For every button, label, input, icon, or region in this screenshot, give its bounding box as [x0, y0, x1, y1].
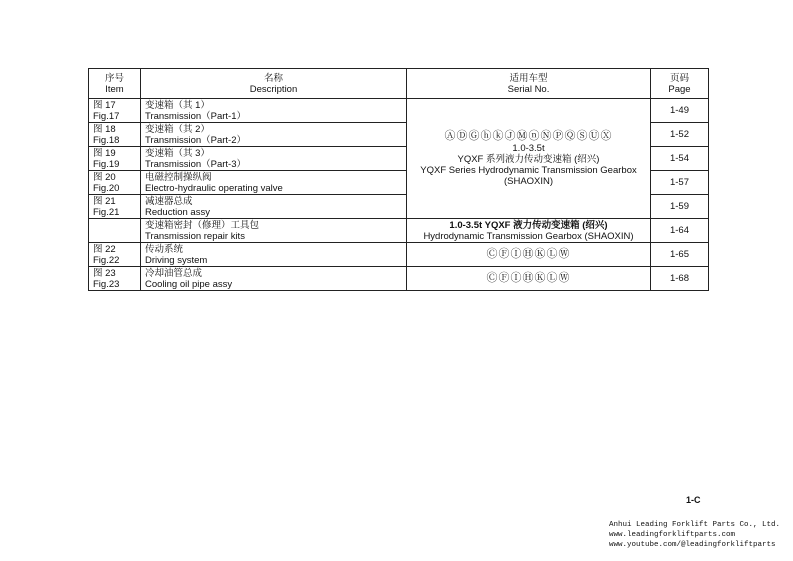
description-cn: 变速箱（其 2）: [145, 123, 210, 135]
item-cn: 图 19: [93, 147, 116, 159]
header-page: [651, 69, 709, 99]
description-cell: [141, 171, 407, 195]
item-en: Fig.21: [93, 206, 120, 218]
description-en: Transmission repair kits: [145, 230, 245, 242]
description-cell: [141, 219, 407, 243]
serial-line-en-2: (SHAOXIN): [503, 175, 554, 187]
header-item-en: Item: [105, 83, 124, 95]
page-cell: 1-54: [651, 147, 709, 171]
description-en: Cooling oil pipe assy: [145, 278, 233, 290]
page-number: 1-C: [686, 495, 701, 505]
header-page-en: Page: [668, 83, 691, 95]
description-en: Reduction assy: [145, 206, 210, 218]
header-description-en: Description: [249, 83, 298, 95]
page-cell: 1-65: [651, 243, 709, 267]
table-row: [89, 267, 709, 291]
item-cn: 图 17: [93, 99, 116, 111]
item-en: Fig.17: [93, 110, 120, 122]
serial-line-en: YQXF Series Hydrodynamic Transmission Gearbox: [420, 164, 637, 176]
description-cell: [141, 267, 407, 291]
header-item-cn: 序号: [104, 72, 124, 84]
page-cell: 1-64: [651, 219, 709, 243]
header-page-cn: 页码: [669, 72, 689, 84]
description-cn: 电磁控制操纵阀: [145, 171, 212, 183]
header-description: [141, 69, 407, 99]
item-cn: 图 22: [93, 243, 116, 255]
table-row: [89, 99, 709, 123]
model-codes: ⒸⒻⒾⒽⓀⓁⓌ: [486, 247, 571, 260]
header-item: [89, 69, 141, 99]
model-codes: ⒶⒹⒼⓗⓚⒿⓂⓝⓃⓅⓆⓈⓊⓍ: [444, 129, 613, 142]
page-cell: 1-49: [651, 99, 709, 123]
description-cell: [141, 123, 407, 147]
header-serial-en: Serial No.: [507, 83, 550, 95]
serial-cell-group1: [407, 99, 651, 219]
serial-line-cn: YQXF 系列液力传动变速箱 (绍兴): [457, 153, 600, 165]
description-cn: 减速器总成: [145, 195, 193, 207]
header-serial: [407, 69, 651, 99]
description-cell: [141, 195, 407, 219]
description-en: Electro-hydraulic operating valve: [145, 182, 283, 194]
item-cn: 图 23: [93, 267, 116, 279]
item-cell: [89, 99, 141, 123]
serial-cell-group4: [407, 267, 651, 291]
description-cn: 变速箱（其 3）: [145, 147, 210, 159]
item-cell: [89, 171, 141, 195]
description-cn: 变速箱密封（修理）工具包: [145, 219, 260, 231]
description-cell: [141, 243, 407, 267]
item-cell: [89, 195, 141, 219]
table-header-row: [89, 69, 709, 99]
description-en: Transmission（Part-1）: [145, 110, 247, 122]
youtube-link[interactable]: www.youtube.com/@leadingforkliftparts: [609, 541, 776, 549]
description-en: Driving system: [145, 254, 208, 266]
item-cell: [89, 123, 141, 147]
description-en: Transmission（Part-3）: [145, 158, 247, 170]
company-name: Anhui Leading Forklift Parts Co., Ltd.: [609, 521, 781, 529]
item-cell: [89, 267, 141, 291]
table-row: [89, 243, 709, 267]
header-description-cn: 名称: [263, 72, 283, 84]
item-en: Fig.22: [93, 254, 120, 266]
description-cell: [141, 147, 407, 171]
item-cn: 图 20: [93, 171, 116, 183]
item-en: Fig.18: [93, 134, 120, 146]
serial-cell-group3: [407, 243, 651, 267]
description-cell: [141, 99, 407, 123]
item-en: Fig.20: [93, 182, 120, 194]
website-link[interactable]: www.leadingforkliftparts.com: [609, 531, 736, 539]
header-serial-cn: 适用车型: [509, 72, 548, 84]
item-en: Fig.23: [93, 278, 120, 290]
description-en: Transmission（Part-2）: [145, 134, 247, 146]
serial-cell-group2: [407, 219, 651, 243]
parts-index-table: [88, 68, 709, 291]
page-cell: 1-59: [651, 195, 709, 219]
item-cn: 图 21: [93, 195, 116, 207]
model-codes: ⒸⒻⒾⒽⓀⓁⓌ: [486, 271, 571, 284]
page-cell: 1-68: [651, 267, 709, 291]
item-cell: [89, 243, 141, 267]
item-cell: [89, 147, 141, 171]
page-cell: 1-52: [651, 123, 709, 147]
item-cn: 图 18: [93, 123, 116, 135]
footer-contact: [609, 520, 780, 550]
description-cn: 冷却油管总成: [145, 267, 203, 279]
item-cell: [89, 219, 141, 243]
description-cn: 变速箱（其 1）: [145, 99, 210, 111]
description-cn: 传动系统: [145, 243, 184, 255]
capacity-text: 1.0-3.5t: [512, 142, 545, 154]
table-row: [89, 219, 709, 243]
serial-line-cn: 1.0-3.5t YQXF 液力传动变速箱 (绍兴): [449, 219, 608, 231]
serial-line-en: Hydrodynamic Transmission Gearbox (SHAOXIN): [423, 230, 634, 242]
item-en: Fig.19: [93, 158, 120, 170]
page-cell: 1-57: [651, 171, 709, 195]
